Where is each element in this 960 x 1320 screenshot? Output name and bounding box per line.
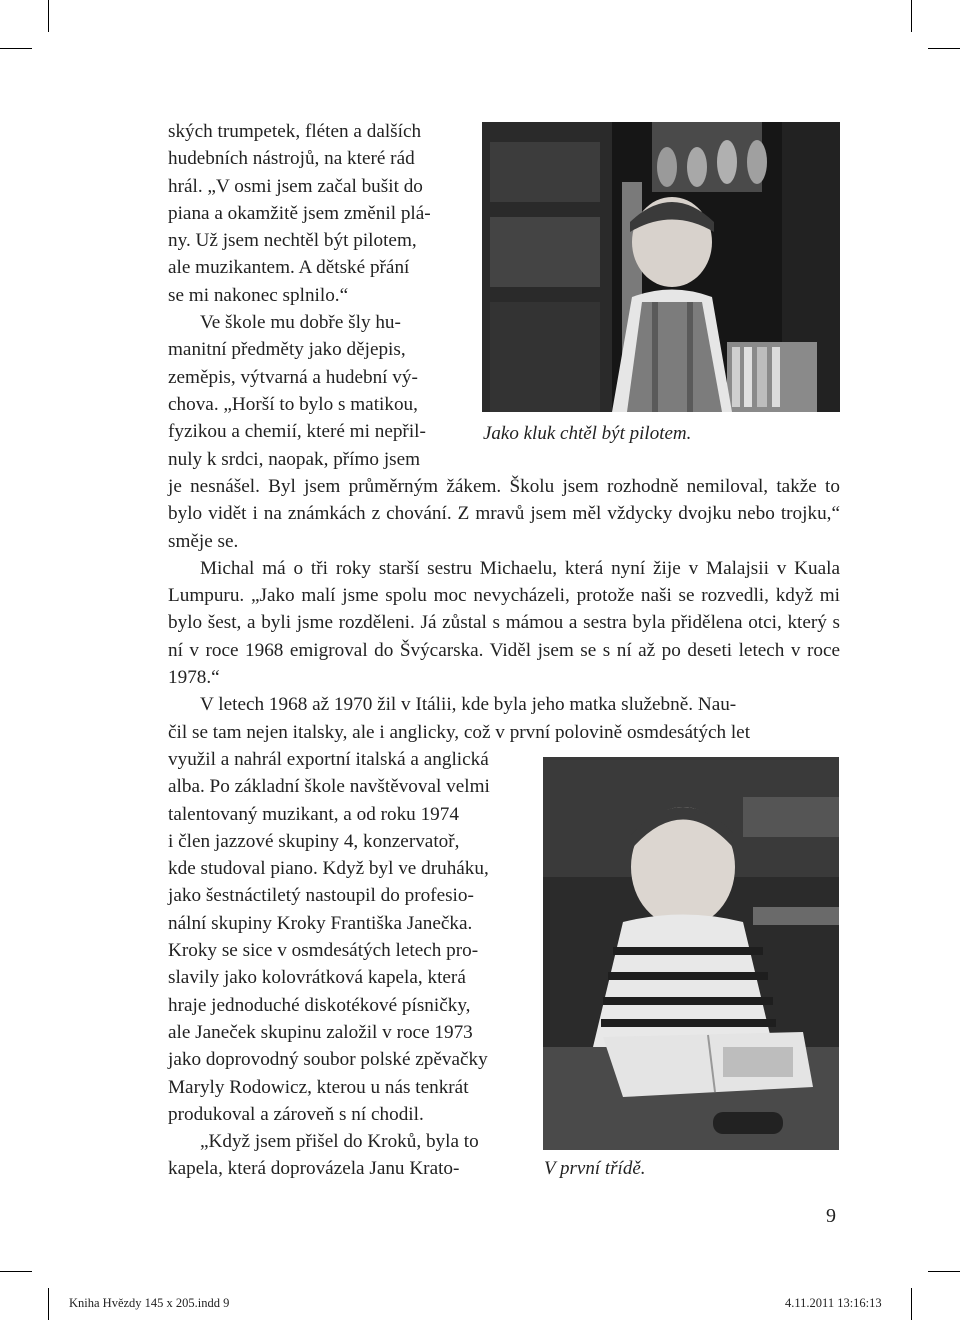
paragraph-1: je nesnášel. Byl jsem průměrným žákem. Školu jsem rozhodně nemiloval, takže to bylo vidět i na známkách z chování. Z mravů jsem měl vždycky dvojku nebo trojku,“ směje se. [168,476,840,552]
photo-boy-at-school-desk [543,757,839,1150]
text-line: Maryly Rodowicz, kterou u nás tenkrát [168,1076,469,1098]
page-number: 9 [826,1205,836,1227]
crop-mark-bottom-right [911,1288,912,1320]
text-line: slavily jako kolovrátková kapela, která [168,967,466,989]
crop-mark-top-right-h [928,48,960,49]
text-line: ských trumpetek, fléten a dalších [168,121,422,142]
crop-mark-bottom-left-h [0,1271,32,1272]
text-line: V letech 1968 až 1970 žil v Itálii, kde byla jeho matka služebně. Nau- [200,694,737,716]
text-line: talentovaný muzikant, a od roku 1974 [168,803,459,825]
text-line: alba. Po základní škole navštěvoval velmi [168,776,490,798]
text-line: i člen jazzové skupiny 4, konzervatoř, [168,830,460,852]
crop-mark-top-right [911,0,912,32]
top-text-column [168,118,464,473]
text-line: zeměpis, výtvarná a hudební vý- [168,366,418,388]
slug-date-info: 4.11.2011 13:16:13 [785,1296,882,1310]
text-line: fyzikou a chemií, které mi nepřil- [168,421,426,443]
photo2-caption: V první třídě. [544,1158,646,1179]
photo-boy-at-bookshelf-image [482,122,840,412]
text-line: čil se tam nejen italsky, ale i anglicky, což v první polovině osmdesátých let [168,721,751,743]
crop-mark-bottom-right-h [928,1271,960,1272]
text-line: nální skupiny Kroky Františka Janečka. [168,912,473,934]
paragraph-2: Michal má o tři roky starší sestru Michaelu, která nyní žije v Malajsii v Kuala Lumpuru. „Jako malí jsme spolu moc nevycházeli, protože naši se rozvedli, když mi bylo šest, a byli jsme rozděleni. Já zůstal s mámou a sestra byla přidělena otci, který s ní v roce 1968 emigroval do Švýcarska. Viděl jsem se s ní až po deseti letech v roce 1978.“ [168,557,840,689]
text-line: nuly k srdci, naopak, přímo jsem [168,448,421,470]
photo1-caption: Jako kluk chtěl být pilotem. [483,423,692,444]
text-line: hrál. „V osmi jsem začal bušit do [168,175,423,197]
text-line: Kroky se sice v osmdesátých letech pro- [168,940,479,962]
text-line: „Když jsem přišel do Kroků, byla to [200,1131,479,1153]
text-line: ny. Už jsem nechtěl být pilotem, [168,230,417,252]
text-line: ale Janeček skupinu založil v roce 1973 [168,1021,473,1043]
crop-mark-bottom-left [48,1288,49,1320]
middle-text-column [168,473,840,746]
text-line: produkoval a zároveň s ní chodil. [168,1103,424,1125]
text-line: jako šestnáctiletý nastoupil do profesio- [168,885,474,907]
bottom-text-column [168,746,524,1183]
text-line: využil a nahrál exportní italská a anglická [168,749,489,770]
crop-mark-top-left [48,0,49,32]
text-line: hraje jednoduché diskotékové písničky, [168,994,471,1016]
photo-boy-at-school-desk-image [543,757,839,1150]
text-line: kapela, která doprovázela Janu Krato- [168,1158,460,1180]
text-line: hudebních nástrojů, na které rád [168,148,415,170]
slug-file-info: Kniha Hvězdy 145 x 205.indd 9 [69,1296,230,1310]
text-line: piana a okamžitě jsem změnil plá- [168,202,431,224]
text-line: se mi nakonec splnilo.“ [168,284,349,306]
crop-mark-top-left-h [0,48,32,49]
text-line: kde studoval piano. Když byl ve druháku, [168,858,489,880]
text-line: chova. „Horší to bylo s matikou, [168,393,418,415]
text-line: ale muzikantem. A dětské přání [168,257,410,279]
text-line: jako doprovodný soubor polské zpěvačky [168,1049,488,1071]
text-line: Ve škole mu dobře šly hu- [200,312,401,334]
photo-boy-at-bookshelf [482,122,840,412]
text-line: manitní předměty jako dějepis, [168,339,406,361]
